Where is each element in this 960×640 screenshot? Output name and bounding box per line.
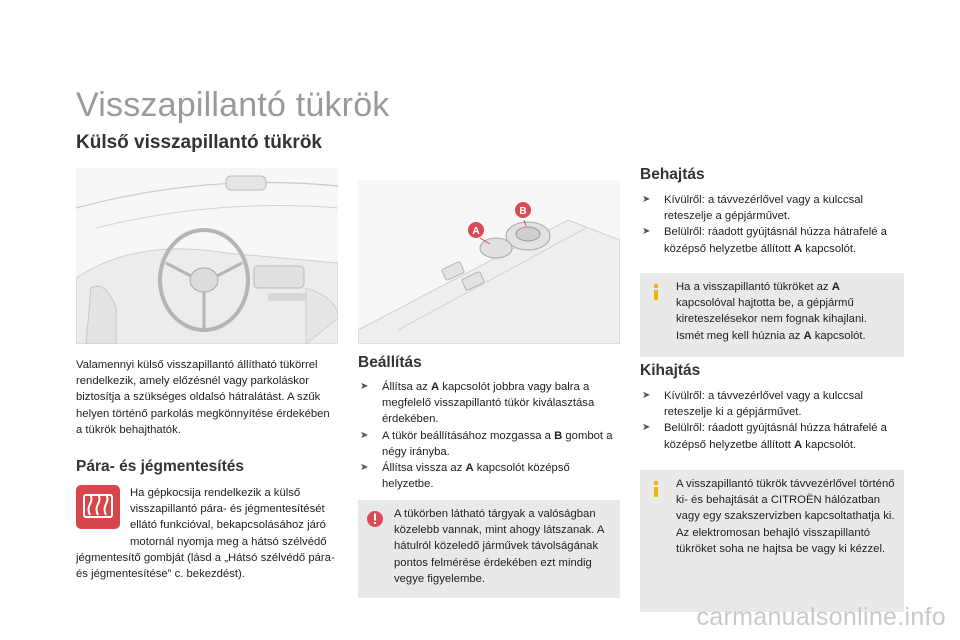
list-item: ➤ A tükör beállításához mozgassa a B gombot a négy irányba. [360, 429, 613, 458]
adjustment-list [358, 379, 620, 492]
mirror-switch-illustration [358, 180, 620, 344]
fold-title: Behajtás [640, 166, 705, 183]
info-icon [648, 283, 664, 306]
bullet-icon: ➤ [642, 194, 651, 205]
list-item: ➤ Állítsa vissza az A kapcsolót középső helyzetbe. [360, 462, 570, 491]
warning-text: A tükörben látható tárgyak a valóságban közelebb vannak, mint ahogy látszanak. A hátulról közeledő járművek távolságának pontos felmérése érdekében ezt mindig vegye figyelembe. [394, 508, 604, 585]
info-text-fold: Ha a visszapillantó tükröket az A kapcsolóval hajtotta be, a gépjármű kireteszelésekor nem fognak kihajlani. Ismét meg kell húznia az A kapcsolót. [676, 281, 867, 342]
dashboard-illustration [76, 168, 338, 344]
label-b: B [519, 206, 527, 217]
info-text-remote: A visszapillantó tükrök távvezérlővel történő ki- és behajtását a CITROËN hálózatban vagy egy szakszervizben kapcsoltathatja ki. Az elektromosan behajló visszapillantó tükröket soha ne hajtsa be vagy ki kézzel. [676, 478, 895, 555]
list-item: ➤ Kívülről: a távvezérlővel vagy a kulccsal reteszelje a gépjárművet. [642, 194, 864, 223]
bullet-icon: ➤ [360, 429, 369, 441]
defrost-title: Pára- és jégmentesítés [76, 458, 245, 475]
defrost-text-block [76, 485, 338, 582]
section-title: Külső visszapillantó tükrök [76, 132, 322, 153]
info-box-fold [640, 273, 904, 357]
fold-list [640, 192, 904, 257]
list-item: ➤ Állítsa az A kapcsolót jobbra vagy balra a megfelelő visszapillantó tükör kiválasztása érdekében. [360, 381, 595, 426]
info-box-remote [640, 470, 904, 612]
adjustment-title: Beállítás [358, 354, 422, 371]
warning-box [358, 500, 620, 598]
bullet-icon: ➤ [642, 422, 651, 434]
warning-icon [366, 510, 384, 533]
intro-text: Valamennyi külső visszapillantó állítható tükörrel rendelkezik, amely előzésnél vagy parkoláskor biztosítja a szükséges oldalsó hátralátást. A szűk helyen történő parkolás megkönnyítése érdekében a tükrök behajthatók. [76, 359, 330, 436]
unfold-list [640, 388, 904, 453]
unfold-title: Kihajtás [640, 362, 701, 379]
info-icon [648, 480, 664, 503]
list-item: ➤ Belülről: ráadott gyújtásnál húzza hátrafelé a középső helyzetbe állított A kapcsolót. [642, 226, 887, 255]
bullet-icon: ➤ [642, 390, 651, 401]
list-item: ➤ Kívülről: a távvezérlővel vagy a kulccsal reteszelje ki a gépjárművet. [642, 390, 864, 419]
defrost-text: Ha gépkocsija rendelkezik a külső visszapillantó pára- és jégmentesítését ellátó funkcióval, bekapcsolásához járó motornál nyomja meg a hátsó szélvédő jégmentesítő gombját (lásd a „Hátsó szélvédő pára- és jégmentesítése” c. bekezdést). [76, 487, 335, 581]
watermark: carmanualsonline.info [696, 603, 946, 631]
label-a: A [472, 226, 480, 237]
list-item: ➤ Belülről: ráadott gyújtásnál húzza hátrafelé a középső helyzetbe állított A kapcsolót. [642, 422, 887, 451]
bullet-icon: ➤ [360, 462, 369, 474]
bullet-icon: ➤ [642, 226, 651, 238]
page-title: Visszapillantó tükrök [76, 86, 390, 124]
bullet-icon: ➤ [360, 381, 369, 392]
